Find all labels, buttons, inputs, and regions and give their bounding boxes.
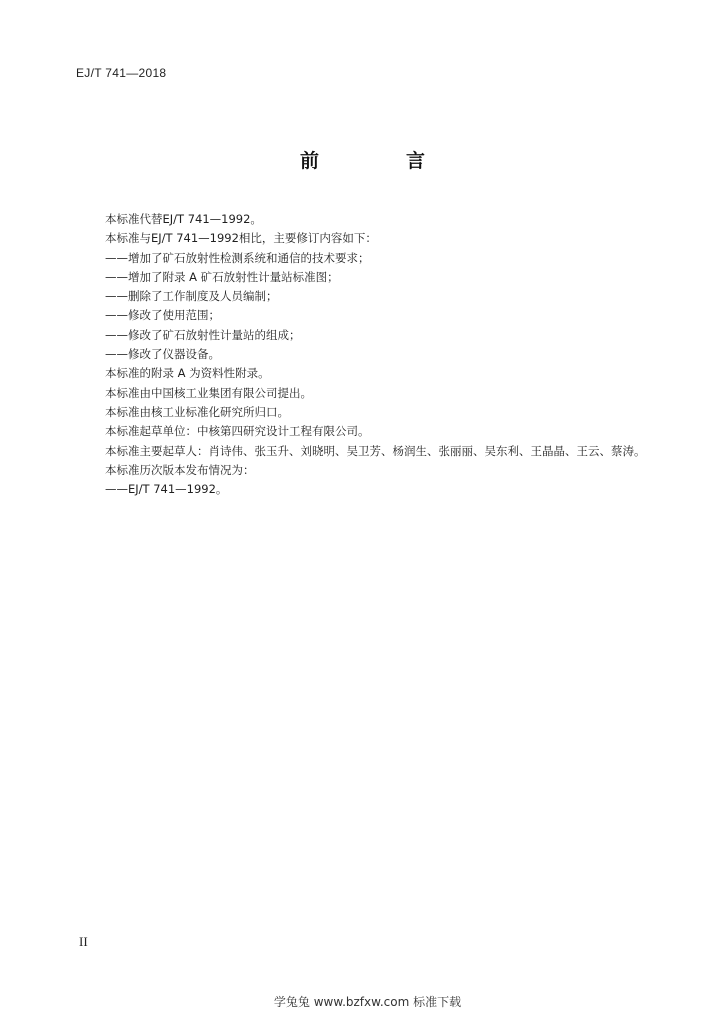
footer-watermark: 学兔兔 www.bzfxw.com 标准下载 [273, 995, 462, 1009]
list-item: ——修改了仪器设备。 [105, 347, 220, 362]
paragraph: 本标准由中国核工业集团有限公司提出。 [105, 385, 312, 400]
list-item: ——增加了附录 A 矿石放射性计量站标准图； [105, 269, 339, 284]
paragraph: 本标准起草单位：中核第四研究设计工程有限公司。 [105, 424, 370, 439]
paragraph: 本标准历次版本发布情况为： [105, 462, 255, 477]
body-text [82, 210, 657, 499]
list-item: ——修改了使用范围； [105, 308, 220, 323]
paragraph: 本标准主要起草人：肖诗伟、张玉升、刘晓明、吴卫芳、杨润生、张丽丽、吴东利、王晶晶、王云、蔡涛。 [105, 443, 646, 458]
page-title: 前 言 [299, 150, 459, 172]
list-item: ——EJ/T 741—1992。 [105, 482, 228, 497]
list-item: ——删除了工作制度及人员编制； [105, 289, 278, 304]
page-number: II [79, 934, 88, 949]
paragraph: 本标准代替EJ/T 741—1992。 [105, 212, 262, 226]
list-item: ——增加了矿石放射性检测系统和通信的技术要求； [105, 250, 370, 265]
document-code: EJ/T 741—2018 [76, 66, 167, 80]
list-item: ——修改了矿石放射性计量站的组成； [105, 327, 301, 342]
paragraph: 本标准由核工业标准化研究所归口。 [105, 404, 289, 419]
paragraph: 本标准与EJ/T 741—1992相比，主要修订内容如下： [105, 231, 377, 246]
paragraph: 本标准的附录 A 为资料性附录。 [105, 366, 270, 381]
